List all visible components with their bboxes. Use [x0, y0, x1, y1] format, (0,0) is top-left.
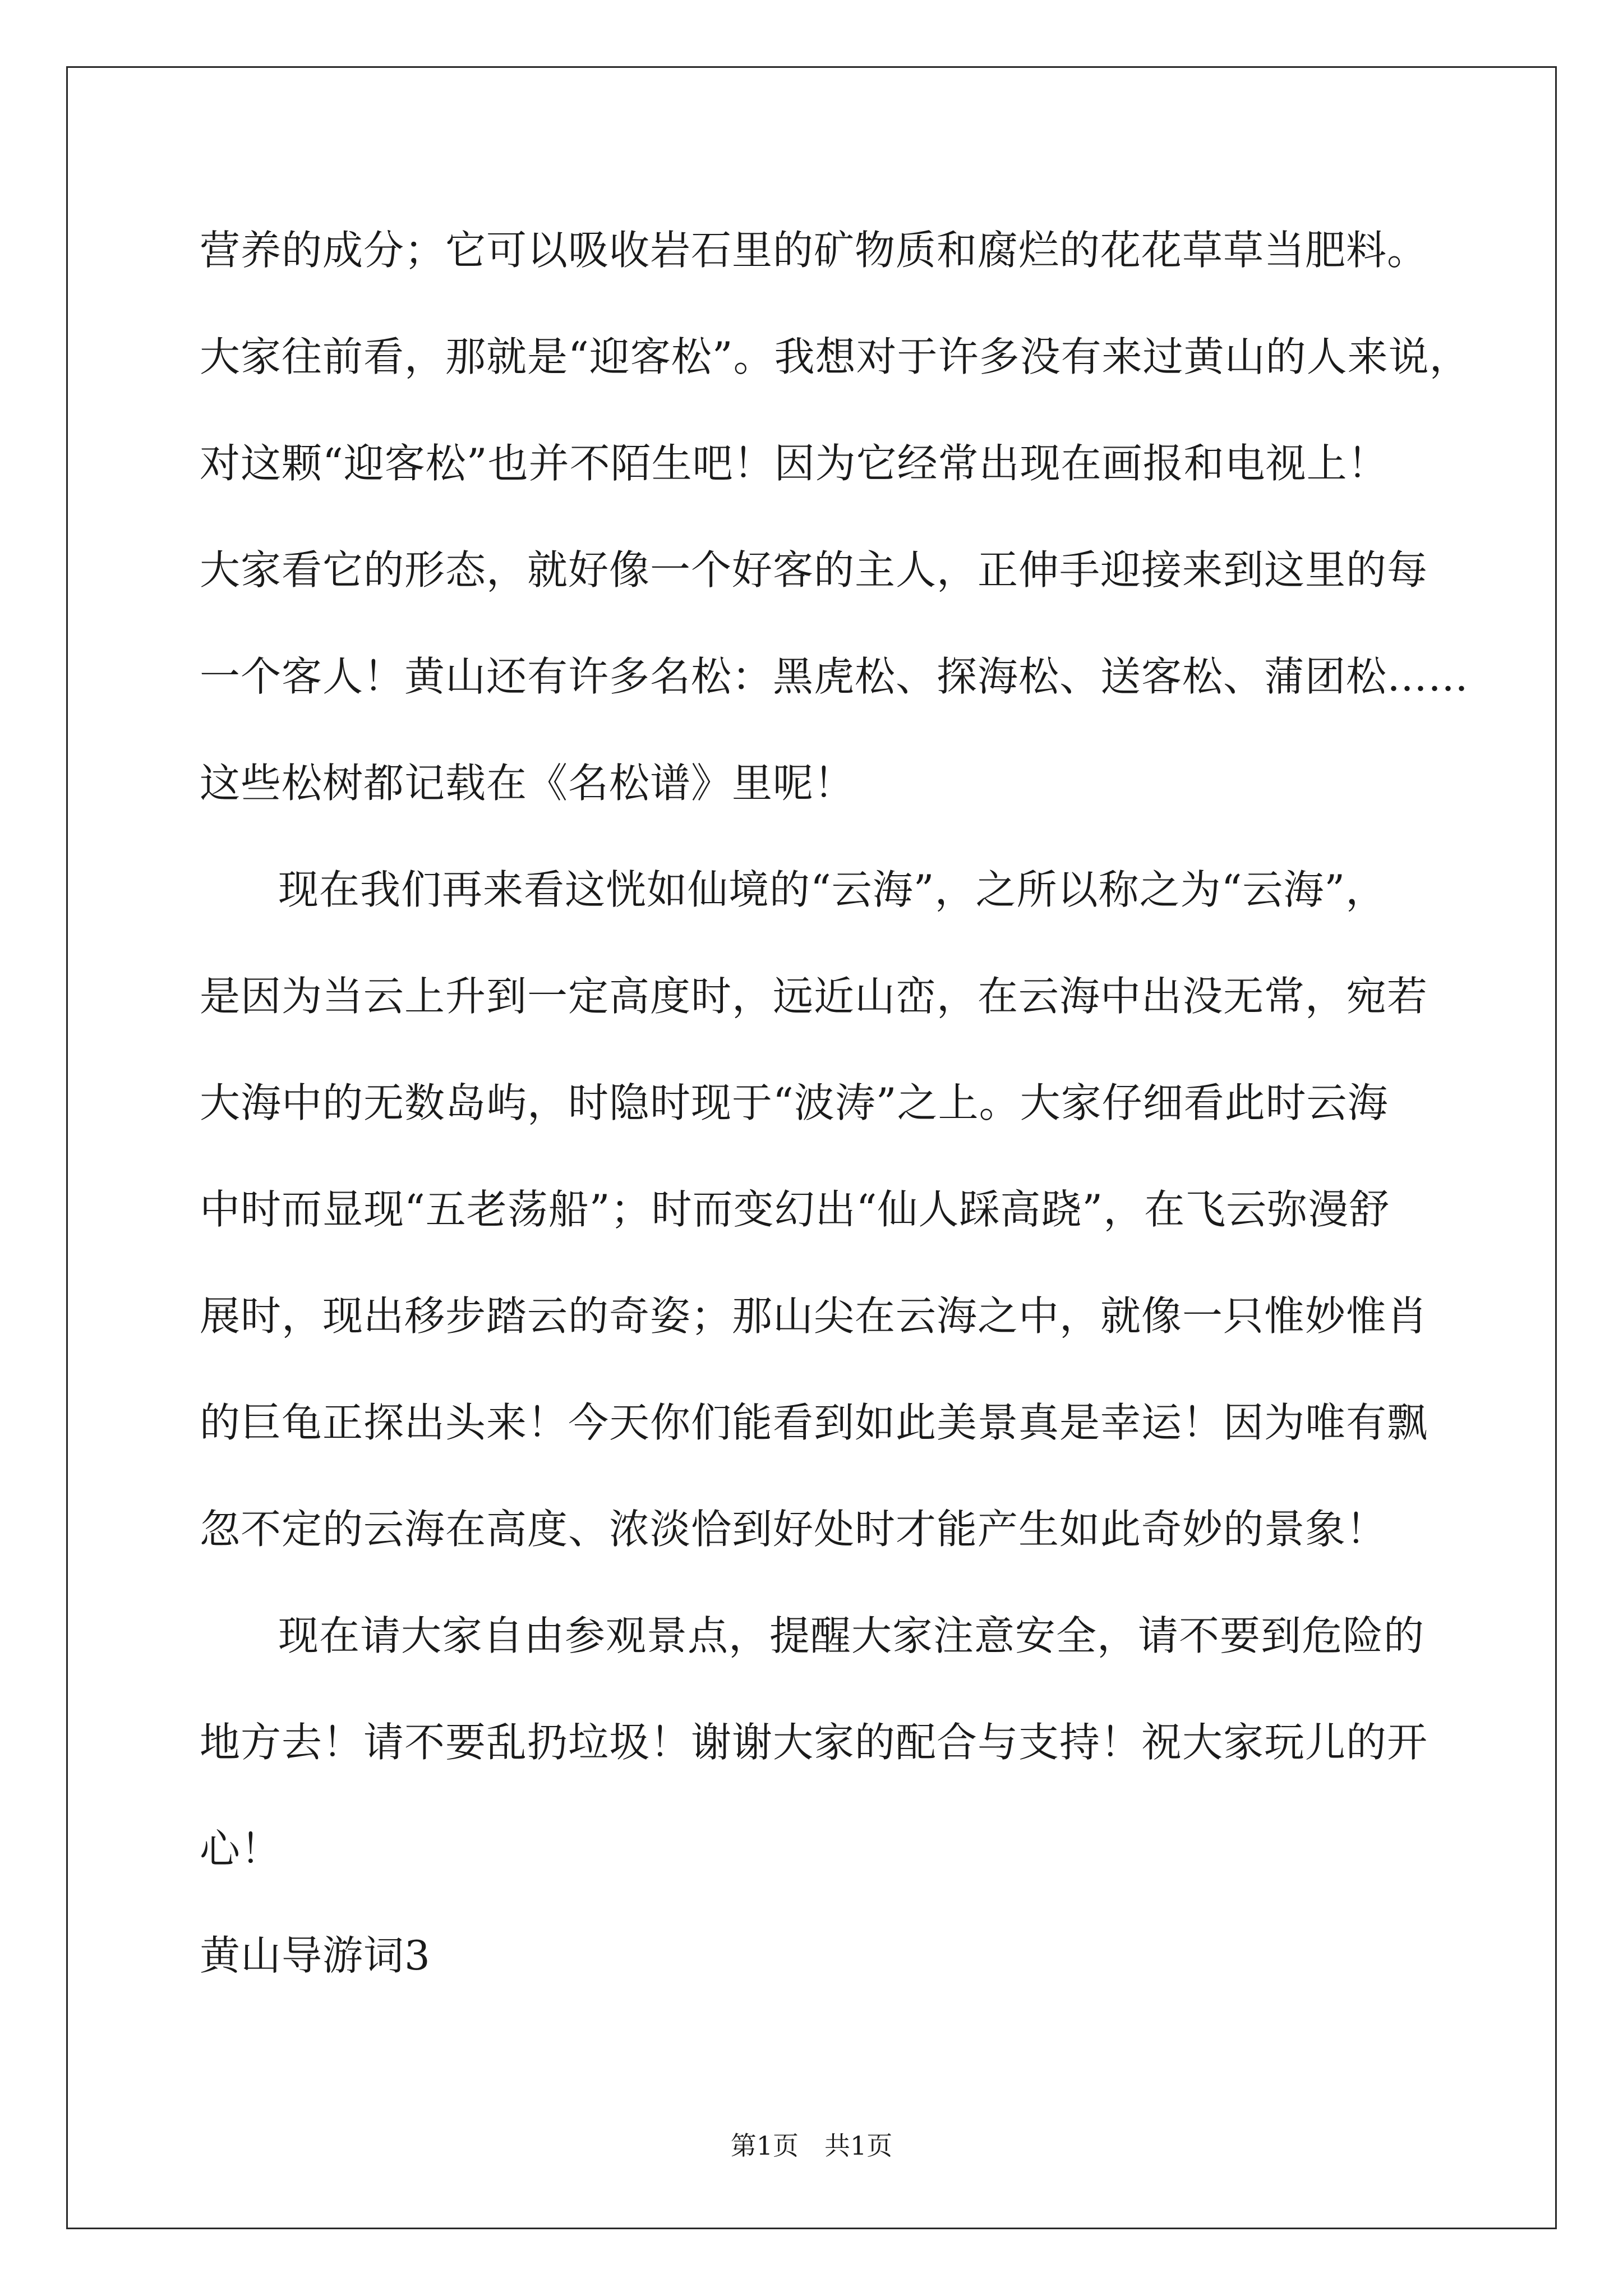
- text-line: 大海中的无数岛屿，时隐时现于“波涛”之上。大家仔细看此时云海: [200, 1079, 1389, 1126]
- text-line: 这些松树都记载在《名松谱》里呢！: [200, 760, 855, 807]
- text-line: 现在我们再来看这恍如仙境的“云海”，之所以称之为“云海”，: [278, 866, 1387, 913]
- text-line: 忽不定的云海在高度、浓淡恰到好处时才能产生如此奇妙的景象！: [200, 1506, 1387, 1553]
- text-line: 地方去！请不要乱扔垃圾！谢谢大家的配合与支持！祝大家玩儿的开: [200, 1719, 1428, 1766]
- text-line: 大家往前看，那就是“迎客松”。我想对于许多没有来过黄山的人来说，: [200, 333, 1470, 380]
- section-heading: 黄山导游词3: [200, 1932, 431, 1979]
- text-line: 一个客人！黄山还有许多名松：黑虎松、探海松、送客松、蒲团松……: [200, 653, 1469, 700]
- text-line: 是因为当云上升到一定高度时，远近山峦，在云海中出没无常，宛若: [200, 973, 1428, 1020]
- text-line: 展时，现出移步踏云的奇姿；那山尖在云海之中，就像一只惟妙惟肖: [200, 1292, 1428, 1340]
- text-line: 的巨龟正探出头来！今天你们能看到如此美景真是幸运！因为唯有飘: [200, 1399, 1428, 1446]
- text-line: 营养的成分；它可以吸收岩石里的矿物质和腐烂的花花草草当肥料。: [200, 227, 1428, 274]
- text-line: 现在请大家自由参观景点，提醒大家注意安全，请不要到危险的: [278, 1612, 1425, 1659]
- page-number-footer: 第1页 共1页: [730, 2131, 893, 2161]
- text-line: 中时而显现“五老荡船”；时而变幻出“仙人踩高跷”，在飞云弥漫舒: [200, 1186, 1390, 1233]
- page-frame: [66, 66, 1557, 2229]
- text-line: 大家看它的形态，就好像一个好客的主人，正伸手迎接来到这里的每: [200, 546, 1428, 593]
- text-line: 心！: [200, 1825, 282, 1872]
- text-line: 对这颗“迎客松”也并不陌生吧！因为它经常出现在画报和电视上！: [200, 440, 1389, 487]
